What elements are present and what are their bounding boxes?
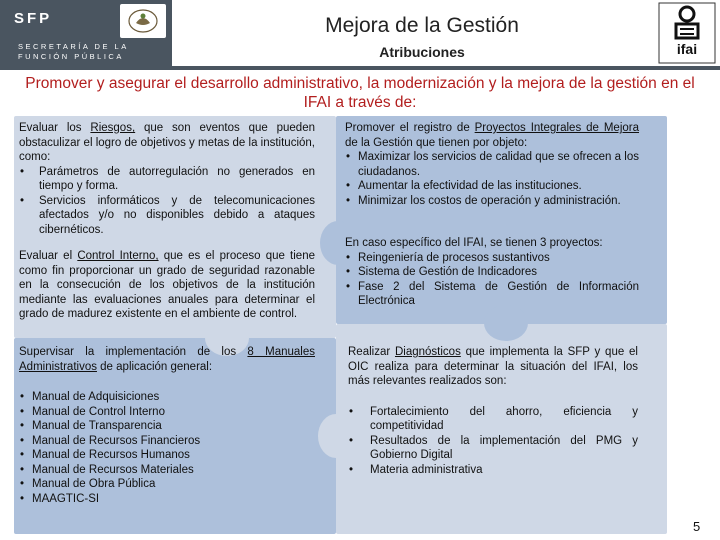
riesgos-paragraph [19, 121, 315, 165]
list-item: • Minimizar los costos de operación y administración. [345, 194, 639, 209]
riesgos-list [19, 165, 315, 238]
list-item: • Manual de Control Interno [19, 405, 315, 420]
list-item: • Manual de Recursos Materiales [19, 463, 315, 478]
page-number: 5 [693, 519, 701, 534]
puzzle-knob [484, 305, 528, 341]
list-item: • Manual de Obra Pública [19, 477, 315, 492]
manuales-list [19, 390, 315, 506]
manuales-paragraph [19, 345, 315, 374]
proyectos-paragraph [345, 121, 639, 150]
list-item: • Aumentar la efectividad de las instituciones. [345, 179, 639, 194]
proyectos-link: Proyectos Integrales de Mejora [474, 122, 639, 134]
org-name-line1: SECRETARÍA DE LA [18, 42, 129, 51]
list-item: • Fase 2 del Sistema de Gestión de Información Electrónica [345, 280, 639, 309]
control-interno-link: Control Interno, [77, 250, 159, 262]
list-item: • Materia administrativa [348, 463, 638, 478]
org-name-line2: FUNCIÓN PÚBLICA [18, 52, 124, 61]
sfp-logo: SFP [14, 10, 53, 27]
ifai-projects-intro: En caso específico del IFAI, se tienen 3 proyectos: [345, 237, 603, 249]
list-item: • MAAGTIC-SI [19, 492, 315, 507]
diagnosticos-intro: Realizar [348, 346, 395, 358]
diagnosticos-list [348, 405, 638, 478]
riesgos-link: Riesgos, [90, 122, 136, 134]
control-interno-intro: Evaluar el [19, 250, 78, 262]
page-title: Mejora de la Gestión [325, 14, 519, 37]
ifai-projects-list [345, 251, 639, 309]
ifai-projects-section [345, 236, 639, 309]
diagnosticos-section [348, 345, 638, 477]
ifai-logo-text: ifai [676, 41, 698, 57]
diagnosticos-link: Diagnósticos [394, 346, 461, 358]
list-item: • Reingeniería de procesos sustantivos [345, 251, 639, 266]
list-item: • Manual de Recursos Financieros [19, 434, 315, 449]
riesgos-description: que son eventos que pueden obstaculizar el logro de objetivos y metas de la institución, como: [19, 122, 315, 163]
manuales-description: de aplicación general: [96, 360, 213, 373]
list-item: • Manual de Adquisiciones [19, 390, 315, 405]
list-item: • Resultados de la implementación del PMG y Gobierno Digital [348, 434, 638, 463]
list-item: • Maximizar los servicios de calidad que se ofrecen a los ciudadanos. [345, 150, 639, 179]
page-subtitle: Atribuciones [379, 44, 465, 60]
manuales-section [19, 345, 315, 506]
diagnosticos-description: que implementa la SFP y que el OIC realiza para determinar la situación del IFAI, los más relevantes realizados son: [348, 346, 638, 387]
diagnosticos-paragraph [348, 345, 638, 389]
header-brand-panel [0, 0, 172, 66]
list-item: • Servicios informáticos y de telecomunicaciones afectados y/o no disponibles debido a ataques cibernéticos. [19, 194, 315, 238]
control-interno-paragraph [19, 249, 315, 322]
proyectos-intro: Promover el registro de [345, 122, 475, 134]
proyectos-objectives-list [345, 150, 639, 208]
intro-statement: Promover y asegurar el desarrollo administrativo, la modernización y la mejora de la gestión en el IFAI a través de: [25, 75, 695, 111]
riesgos-section [19, 121, 315, 237]
coat-of-arms-icon [120, 4, 166, 38]
proyectos-description: de la Gestión que tienen por objeto: [345, 136, 528, 149]
control-interno-description: que es el proceso que tiene como fin proporcionar un grado de seguridad razonable en la consecución de los objetivos de la institución mediante las evaluaciones anuales para determinar el grado de madurez existente en el ambiente de control. [19, 250, 315, 320]
list-item: • Fortalecimiento del ahorro, eficiencia y competitividad [348, 405, 638, 434]
list-item: • Sistema de Gestión de Indicadores [345, 265, 639, 280]
manuales-intro: Supervisar la implementación de los [19, 346, 248, 358]
sfp-org-name [18, 42, 129, 62]
manuales-link: 8 Manuales Administrativos [19, 346, 315, 373]
ifai-logo [658, 2, 716, 64]
list-item: • Manual de Transparencia [19, 419, 315, 434]
riesgos-intro: Evaluar los [19, 122, 91, 134]
header-divider [0, 66, 720, 70]
list-item: • Parámetros de autorregulación no generados en tiempo y forma. [19, 165, 315, 194]
proyectos-section [345, 121, 639, 208]
list-item: • Manual de Recursos Humanos [19, 448, 315, 463]
